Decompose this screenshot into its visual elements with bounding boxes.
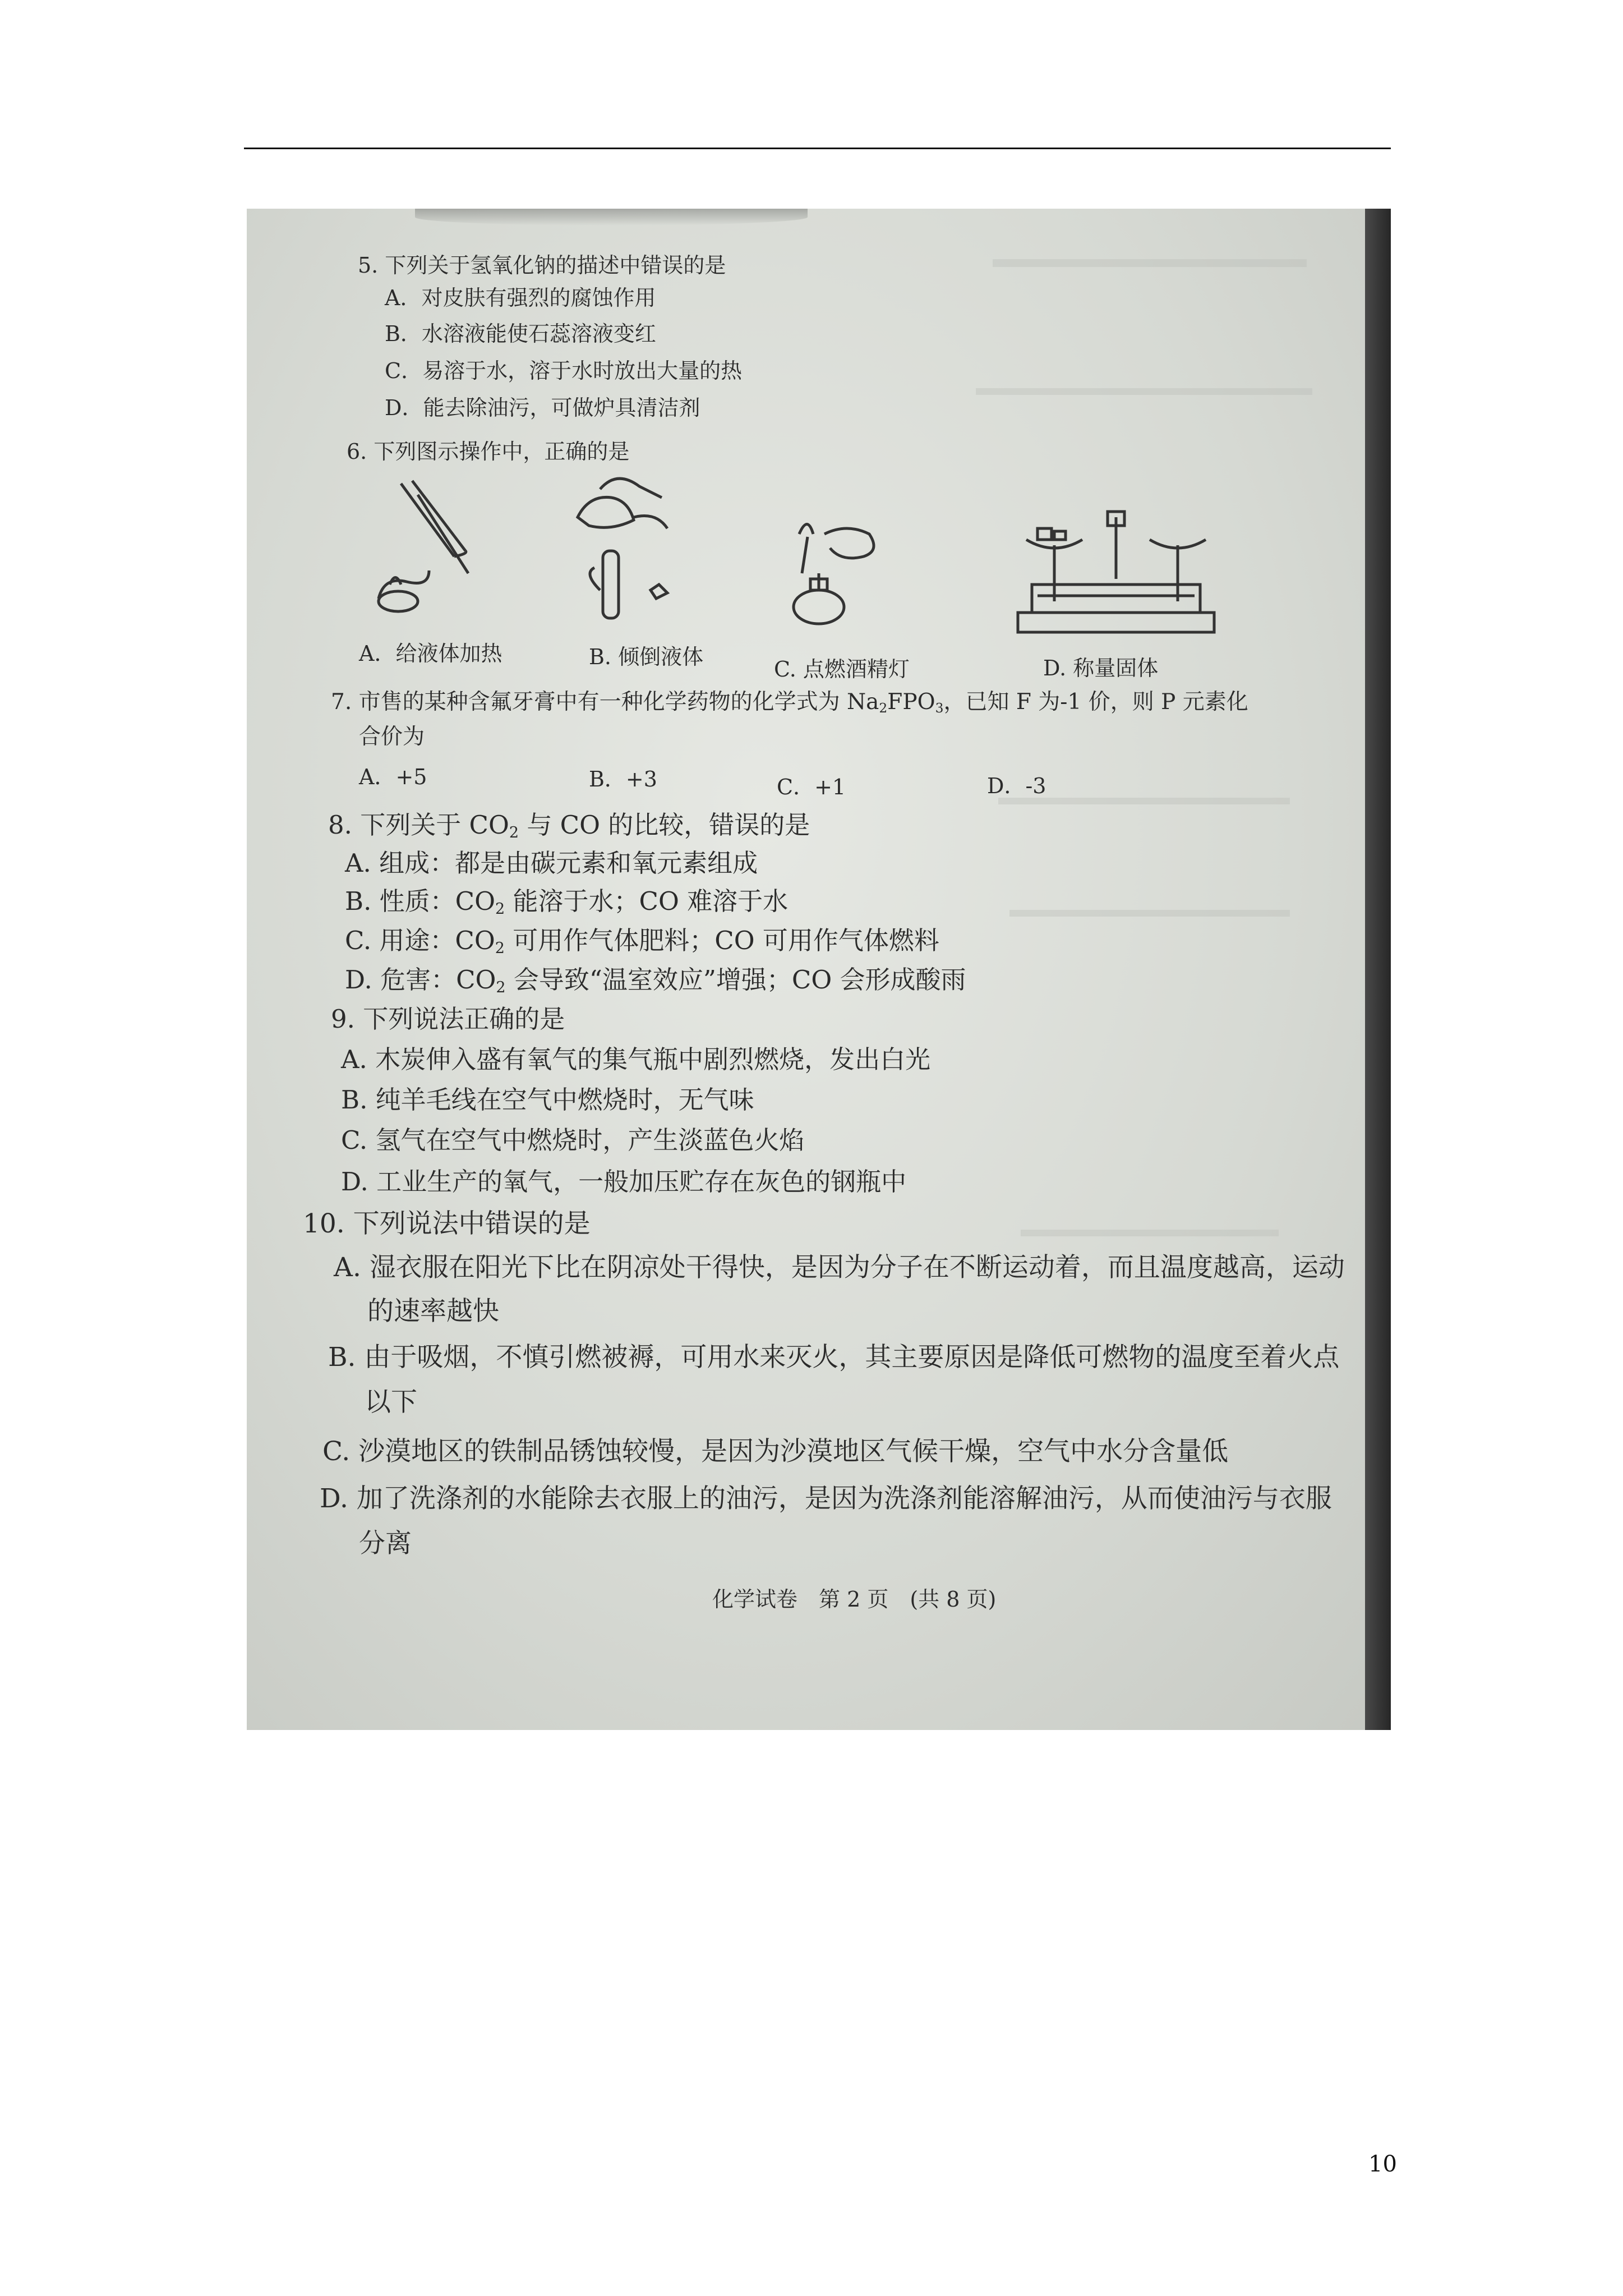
- q10-option-d-cont: 分离: [359, 1528, 412, 1559]
- q7-option-a: A．+5: [359, 765, 427, 789]
- balance-scale-illustration: [1015, 506, 1217, 641]
- photo-dark-edge: [1365, 209, 1391, 1730]
- q10-stem: 10. 下列说法中错误的是: [303, 1208, 591, 1239]
- q6-caption-b: B. 倾倒液体: [589, 645, 704, 669]
- q5-stem: 5. 下列关于氢氧化钠的描述中错误的是: [358, 253, 726, 278]
- q8-stem: 8. 下列关于 $CO_2$ 与 CO 的比较，错误的是: [328, 810, 810, 841]
- q7-stem-line2: 合价为: [359, 724, 425, 749]
- q9-option-d: D. 工业生产的氧气，一般加压贮存在灰色的钢瓶中: [341, 1167, 907, 1197]
- show-through: [976, 388, 1312, 395]
- q10-option-d: D. 加了洗涤剂的水能除去衣服上的油污，是因为洗涤剂能溶解油污，从而使油污与衣服: [320, 1483, 1332, 1514]
- show-through: [993, 259, 1307, 267]
- q6-caption-d: D. 称量固体: [1043, 656, 1159, 680]
- q9-stem: 9. 下列说法正确的是: [331, 1004, 565, 1034]
- alcohol-lamp-illustration: [780, 512, 914, 635]
- page-number: 10: [1368, 2151, 1397, 2177]
- show-through: [1021, 1230, 1279, 1236]
- q5-option-b: B．水溶液能使石蕊溶液变红: [385, 321, 656, 346]
- photo-shadow: [415, 209, 808, 226]
- header-rule: [244, 148, 1391, 149]
- q8-option-d: D. 危害：$CO_2$ 会导致“温室效应”增强；CO 会形成酸雨: [345, 965, 966, 996]
- q9-option-c: C. 氢气在空气中燃烧时，产生淡蓝色火焰: [341, 1125, 805, 1155]
- q8-option-a: A. 组成：都是由碳元素和氧元素组成: [345, 848, 758, 878]
- q6-stem: 6. 下列图示操作中，正确的是: [347, 439, 630, 464]
- q7-stem: 7. 市售的某种含氟牙膏中有一种化学药物的化学式为 $Na_2FPO_3$，已知 F 为-1 价，则 P 元素化: [331, 689, 1248, 716]
- exam-photo: [247, 209, 1391, 1730]
- q10-option-c: C. 沙漠地区的铁制品锈蚀较慢，是因为沙漠地区气候干燥，空气中水分含量低: [322, 1436, 1229, 1467]
- test-tube-heating-illustration: [356, 472, 496, 618]
- q5-option-a: A．对皮肤有强烈的腐蚀作用: [385, 286, 656, 310]
- q7-option-b: B．+3: [589, 767, 657, 792]
- q9-option-b: B. 纯羊毛线在空气中燃烧时，无气味: [341, 1085, 754, 1115]
- pouring-liquid-illustration: [561, 467, 707, 624]
- exam-page-footer: 化学试卷 第 2 页 (共 8 页): [712, 1587, 997, 1612]
- q5-option-d: D．能去除油污，可做炉具清洁剂: [385, 395, 700, 420]
- q10-option-a: A. 湿衣服在阳光下比在阴凉处干得快，是因为分子在不断运动着，而且温度越高，运动: [334, 1252, 1345, 1283]
- q7-option-c: C．+1: [777, 775, 846, 799]
- q9-option-a: A. 木炭伸入盛有氧气的集气瓶中剧烈燃烧，发出白光: [341, 1045, 931, 1074]
- q6-caption-a: A．给液体加热: [359, 641, 502, 666]
- q5-option-c: C．易溶于水，溶于水时放出大量的热: [385, 358, 743, 383]
- q10-option-a-cont: 的速率越快: [367, 1296, 499, 1327]
- q10-option-b: B. 由于吸烟，不慎引燃被褥，可用水来灭火，其主要原因是降低可燃物的温度至着火点: [328, 1342, 1340, 1373]
- q6-caption-c: C. 点燃酒精灯: [774, 657, 910, 682]
- q8-option-c: C. 用途：$CO_2$ 可用作气体肥料；CO 可用作气体燃料: [345, 926, 939, 957]
- q10-option-b-cont: 以下: [365, 1387, 417, 1418]
- show-through: [1009, 910, 1290, 917]
- q7-option-d: D．-3: [987, 774, 1046, 798]
- q8-option-b: B. 性质：$CO_2$ 能溶于水；CO 难溶于水: [345, 886, 789, 918]
